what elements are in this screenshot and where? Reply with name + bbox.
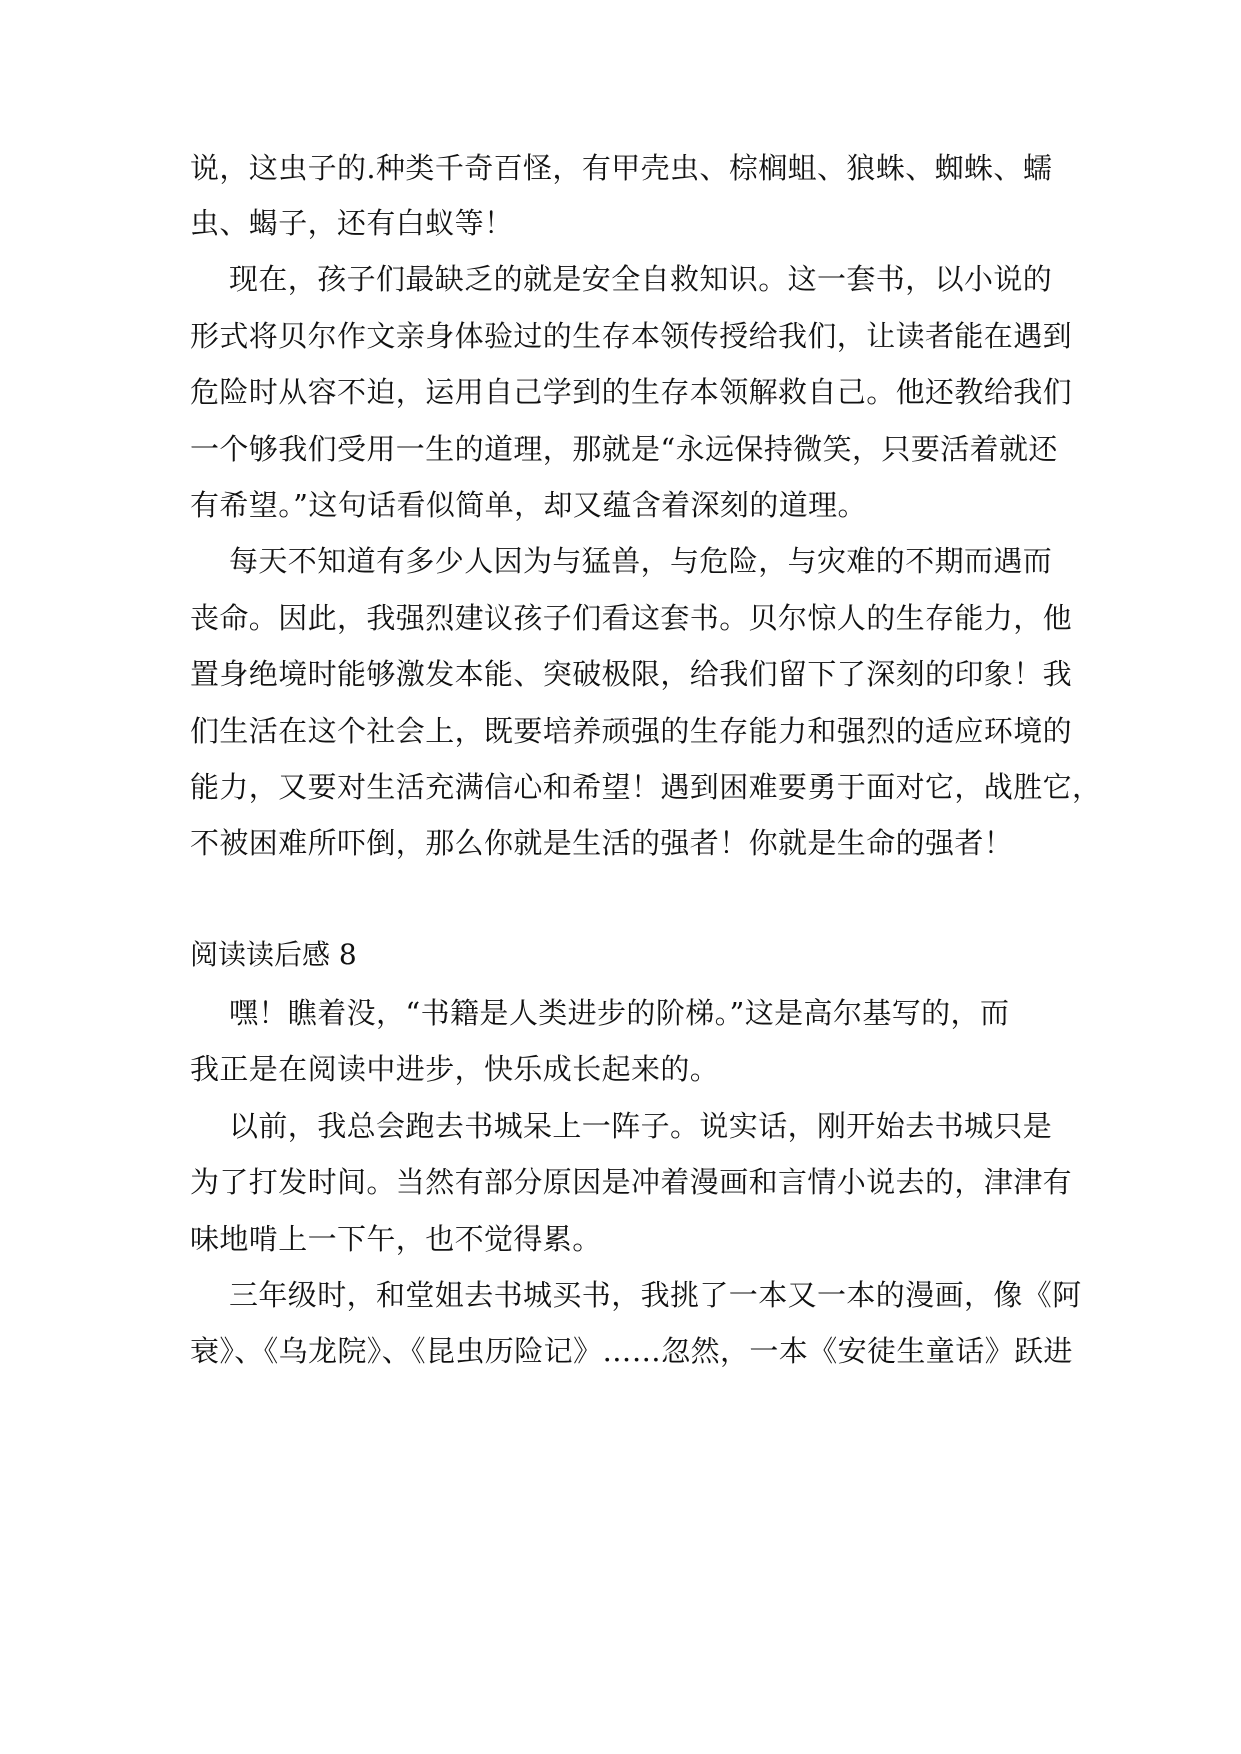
paragraph-line: 三年级时，和堂姐去书城买书，我挑了一本又一本的漫画，像《阿 — [229, 1278, 1082, 1312]
paragraph-line: 说，这虫子的.种类千奇百怪，有甲壳虫、棕榈蛆、狼蛛、蜘蛛、蠕 — [190, 151, 1053, 185]
paragraph-line: 味地啃上一下午，也不觉得累。 — [190, 1222, 602, 1256]
paragraph-line: 为了打发时间。当然有部分原因是冲着漫画和言情小说去的，津津有 — [190, 1165, 1073, 1199]
paragraph-line: 能力，又要对生活充满信心和希望！遇到困难要勇于面对它，战胜它， — [190, 770, 1102, 804]
paragraph-line: 不被困难所吓倒，那么你就是生活的强者！你就是生命的强者！ — [190, 826, 1014, 860]
paragraph-line: 们生活在这个社会上，既要培养顽强的生存能力和强烈的适应环境的 — [190, 714, 1073, 748]
paragraph-line: 衰》、《乌龙院》、《昆虫历险记》……忽然，一本《安徒生童话》跃进 — [190, 1334, 1073, 1368]
paragraph-line: 置身绝境时能够激发本能、突破极限，给我们留下了深刻的印象！我 — [190, 657, 1073, 691]
section-heading: 阅读读后感 8 — [190, 938, 357, 971]
paragraph-line: 虫、蝎子，还有白蚁等！ — [190, 206, 514, 240]
paragraph-line: 嘿！瞧着没，“书籍是人类进步的阶梯。”这是高尔基写的，而 — [229, 996, 1010, 1030]
paragraph-line: 形式将贝尔作文亲身体验过的生存本领传授给我们，让读者能在遇到 — [190, 319, 1073, 353]
paragraph-line: 危险时从容不迫，运用自己学到的生存本领解救自己。他还教给我们 — [190, 375, 1073, 409]
paragraph-line: 我正是在阅读中进步，快乐成长起来的。 — [190, 1052, 720, 1086]
paragraph-line: 现在，孩子们最缺乏的就是安全自救知识。这一套书，以小说的 — [229, 262, 1053, 296]
paragraph-line: 每天不知道有多少人因为与猛兽，与危险，与灾难的不期而遇而 — [229, 544, 1053, 578]
paragraph-line: 一个够我们受用一生的道理，那就是“永远保持微笑，只要活着就还 — [190, 432, 1058, 466]
paragraph-line: 丧命。因此，我强烈建议孩子们看这套书。贝尔惊人的生存能力，他 — [190, 601, 1073, 635]
paragraph-line: 以前，我总会跑去书城呆上一阵子。说实话，刚开始去书城只是 — [229, 1109, 1053, 1143]
paragraph-line: 有希望。”这句话看似简单，却又蕴含着深刻的道理。 — [190, 488, 867, 522]
